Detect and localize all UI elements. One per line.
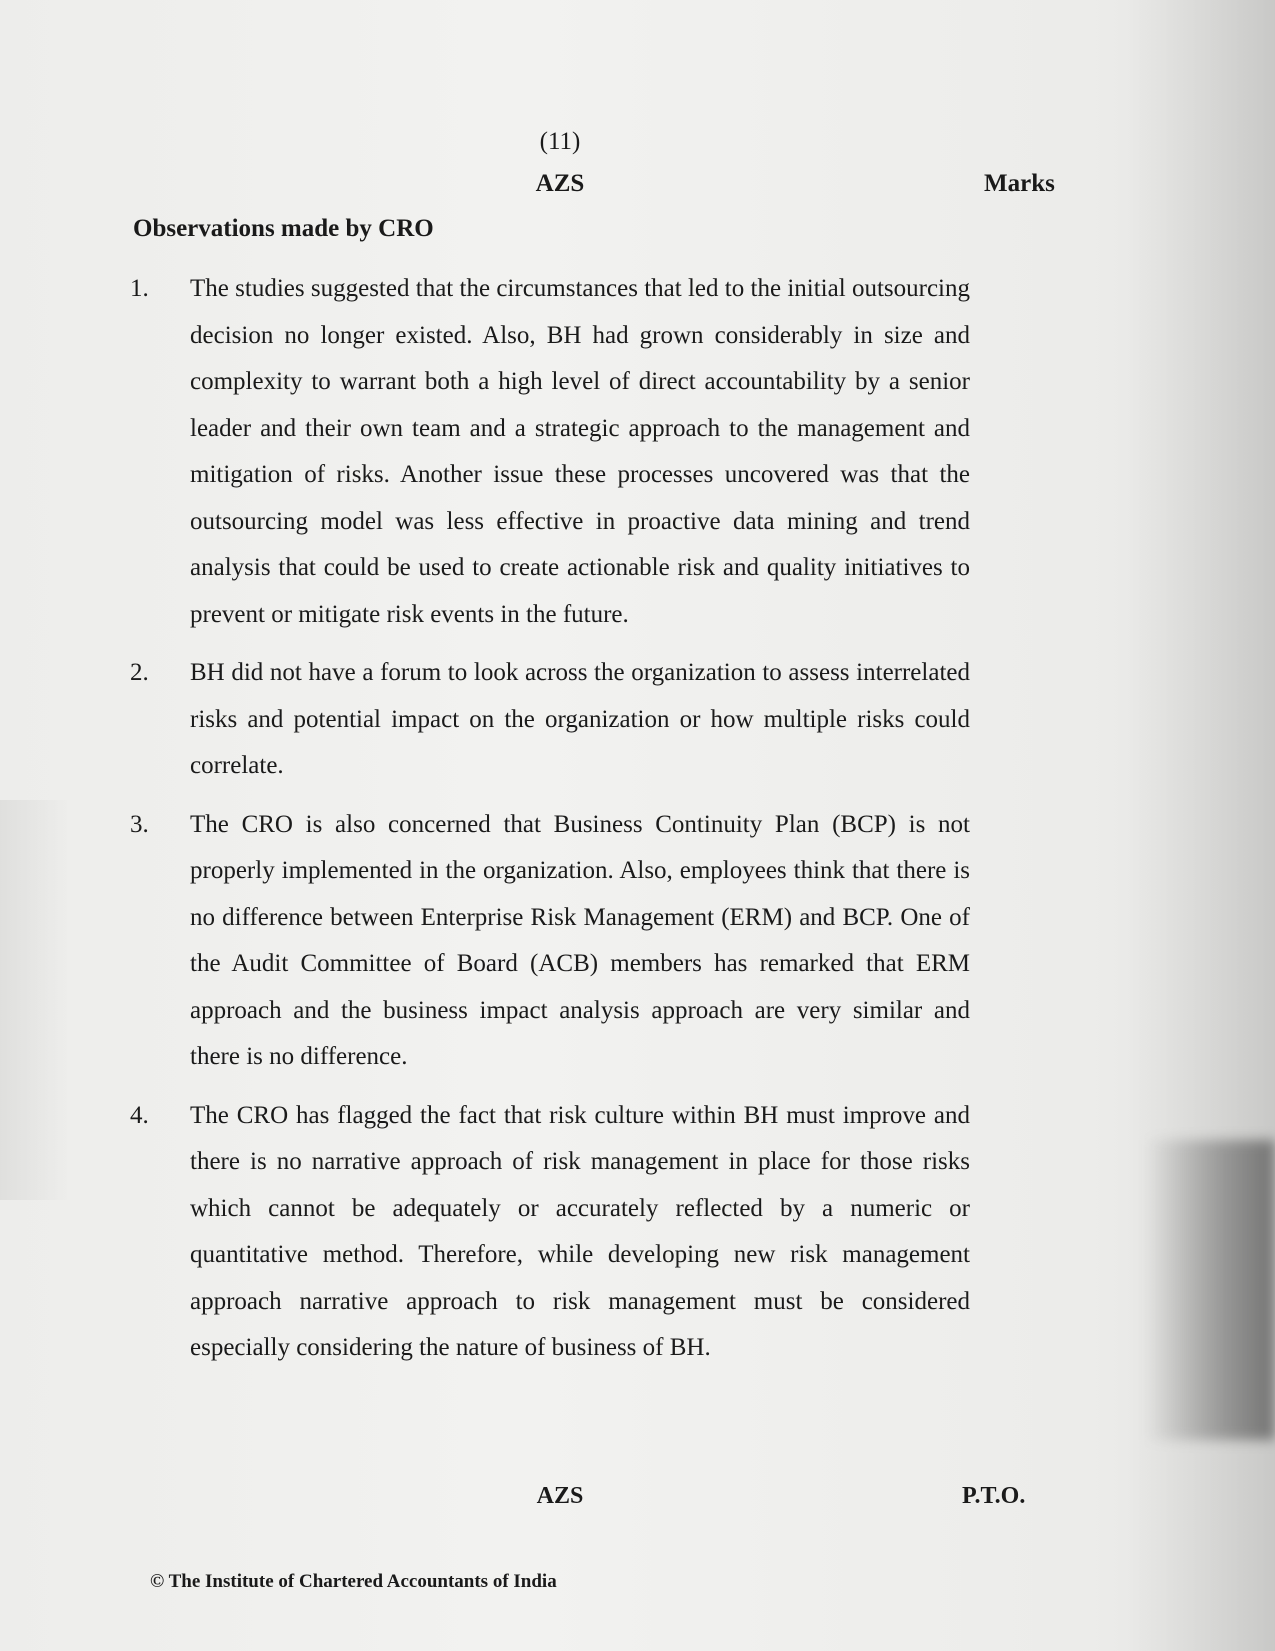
scan-left-shadow [0,800,70,1200]
paper-code-footer: AZS [536,1483,584,1509]
paper-code-header: AZS [535,170,585,197]
observation-number: 3. [130,810,149,838]
observation-item [130,802,970,1081]
observation-number: 4. [130,1101,149,1129]
marks-label: Marks [984,170,1055,197]
observation-number: 2. [130,659,149,686]
observation-text: The CRO is also concerned that Business Continuity Plan (BCP) is not properly implemented in the organization. Also, employees think that there is no difference between Enterprise Risk Management (ERM) and BCP. One of the Audit Committee of Board (ACB) members has remarked that ERM approach and the business impact analysis approach are very similar and there is no difference. [190,810,970,1070]
observations-list [130,266,970,1384]
observation-text: BH did not have a forum to look across the organization to assess interrelated risks and potential impact on the organization or how multiple risks could correlate. [190,659,970,779]
section-heading: Observations made by CRO [133,215,434,242]
observation-text: The CRO has flagged the fact that risk culture within BH must improve and there is no narrative approach of risk management in place for those risks which cannot be adequately or accurately reflected by a numeric or quantitative method. Therefore, while developing new risk management approach narrative approach to risk management must be considered especially considering the nature of business of BH. [190,1101,970,1361]
copyright-notice: © The Institute of Chartered Accountants of India [150,1571,557,1592]
scan-dark-band [1145,1140,1275,1440]
observation-text: The studies suggested that the circumstances that led to the initial outsourcing decision no longer existed. Also, BH had grown considerably in size and complexity to warrant both a high level of direct accountability by a senior leader and their own team and a strategic approach to the management and mitigation of risks. Another issue these processes uncovered was that the outsourcing model was less effective in proactive data mining and trend analysis that could be used to create actionable risk and quality initiatives to prevent or mitigate risk events in the future. [190,275,970,628]
page-number: (11) [539,128,581,155]
observation-item [130,1093,970,1372]
observation-item [130,650,970,790]
observation-item [130,266,970,638]
observation-number: 1. [130,275,149,302]
please-turn-over: P.T.O. [962,1483,1026,1509]
